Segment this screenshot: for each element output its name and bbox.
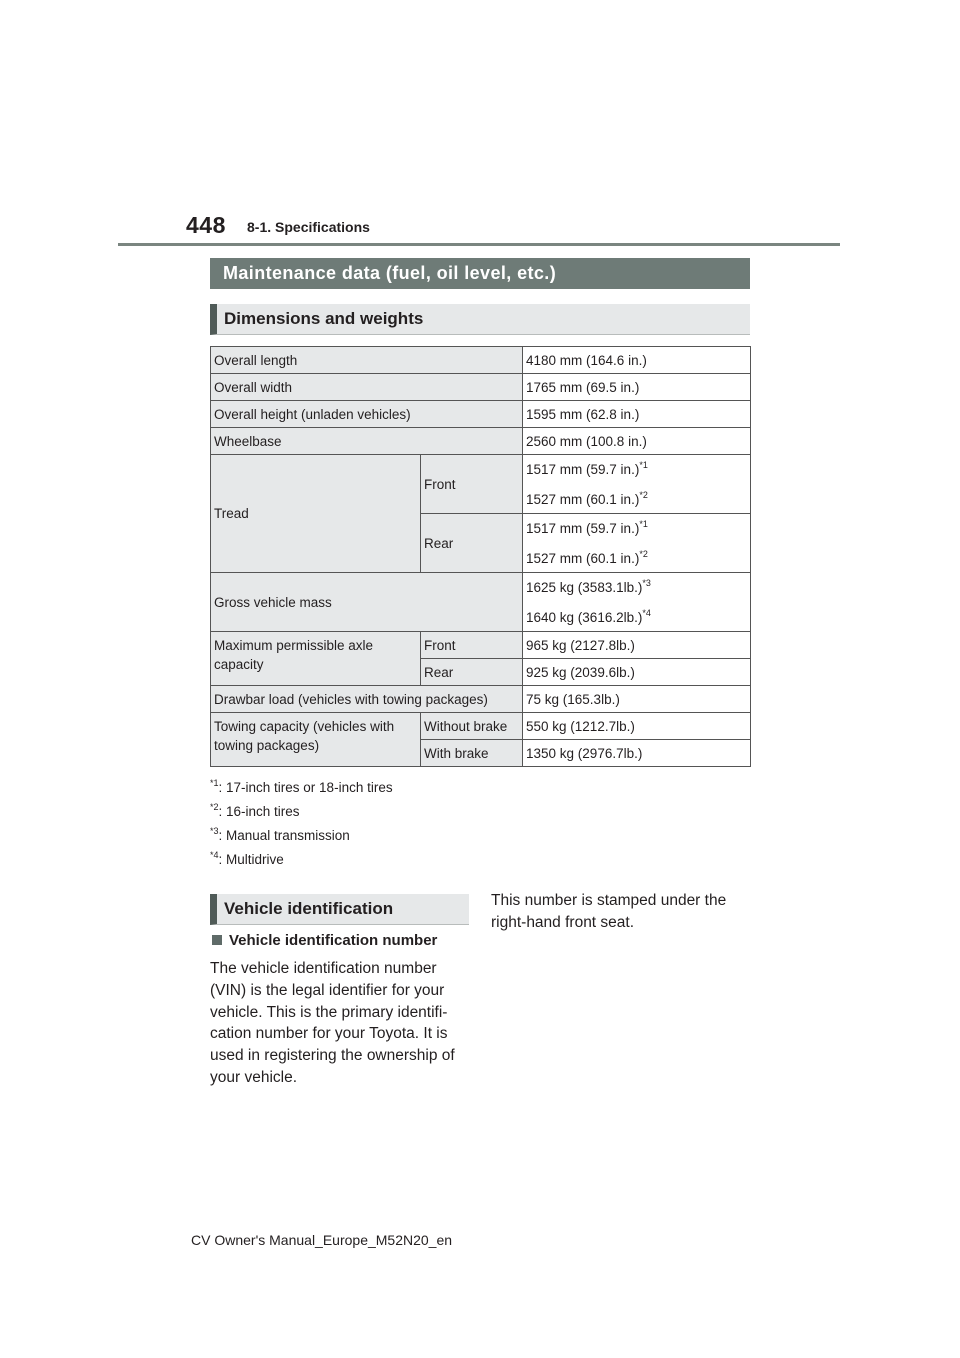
row-value-overall-height: 1595 mm (62.8 in.) — [523, 401, 751, 428]
vin-location-text: This number is stamped under the right-hand front seat. — [491, 892, 727, 931]
footnote-ref: *4 — [642, 607, 651, 618]
tread-front-value — [523, 455, 751, 514]
table-row — [211, 455, 751, 514]
row-label-drawbar: Drawbar load (vehicles with towing packages) — [211, 686, 523, 713]
footnote-mark: *4 — [210, 850, 219, 860]
tread-front-value-2: 1527 mm (60.1 in.) — [526, 491, 640, 507]
table-row — [211, 428, 751, 455]
towing-without-value: 550 kg (1212.7lb.) — [523, 713, 751, 740]
table-row — [211, 713, 751, 740]
tread-rear-value-2: 1527 mm (60.1 in.) — [526, 550, 640, 566]
footnote-text: : Multidrive — [218, 852, 284, 867]
footnote-ref: *2 — [639, 489, 648, 500]
row-value-overall-width: 1765 mm (69.5 in.) — [523, 374, 751, 401]
footnote — [210, 850, 393, 874]
footnote-ref: *2 — [639, 548, 648, 559]
section-title: 8-1. Specifications — [247, 219, 370, 235]
dimensions-heading: Dimensions and weights — [210, 304, 750, 335]
footnote-ref: *3 — [642, 577, 651, 588]
towing-with-label: With brake — [421, 740, 523, 767]
row-label-wheelbase: Wheelbase — [211, 428, 523, 455]
footnote-ref: *1 — [639, 459, 648, 470]
footnotes — [210, 778, 393, 874]
footnote — [210, 778, 393, 802]
footnote-ref: *1 — [639, 518, 648, 529]
header-divider — [118, 243, 840, 246]
vin-subheading — [212, 932, 437, 949]
tread-front-label: Front — [421, 455, 523, 514]
manual-footer: CV Owner's Manual_Europe_M52N20_en — [191, 1232, 453, 1248]
drawbar-value: 75 kg (165.3lb.) — [523, 686, 751, 713]
footnote — [210, 826, 393, 850]
gross-mass-value-2: 1640 kg (3616.2lb.) — [526, 609, 643, 625]
footnote — [210, 802, 393, 826]
page-number: 448 — [186, 212, 226, 238]
gross-mass-value-1: 1625 kg (3583.1lb.) — [526, 579, 643, 595]
vin-subheading-text: Vehicle identification number — [229, 932, 438, 949]
axle-front-value: 965 kg (2127.8lb.) — [523, 632, 751, 659]
row-label-axle-capacity: Maximum permissible axle capacity — [211, 632, 421, 686]
row-label-tread: Tread — [211, 455, 421, 573]
tread-front-value-1: 1517 mm (59.7 in.) — [526, 461, 640, 477]
footnote-mark: *2 — [210, 802, 219, 812]
row-label-overall-width: Overall width — [211, 374, 523, 401]
axle-rear-value: 925 kg (2039.6lb.) — [523, 659, 751, 686]
footnote-mark: *3 — [210, 826, 219, 836]
vin-description: The vehicle identification number (VIN) is the legal identifier for your vehicle. This is the primary identifi-cation number for your Toyota. It is used in registering the ownership of your vehicle. — [210, 960, 455, 1086]
row-label-overall-length: Overall length — [211, 347, 523, 374]
gross-mass-value — [523, 573, 751, 632]
footnote-text: : 17-inch tires or 18-inch tires — [218, 780, 393, 795]
tread-rear-value-1: 1517 mm (59.7 in.) — [526, 520, 640, 536]
axle-front-label: Front — [421, 632, 523, 659]
table-row — [211, 573, 751, 632]
axle-rear-label: Rear — [421, 659, 523, 686]
tread-rear-value — [523, 514, 751, 573]
tread-rear-label: Rear — [421, 514, 523, 573]
square-bullet-icon — [212, 935, 222, 945]
table-row — [211, 401, 751, 428]
row-label-overall-height: Overall height (unladen vehicles) — [211, 401, 523, 428]
main-heading: Maintenance data (fuel, oil level, etc.) — [210, 258, 750, 289]
towing-without-label: Without brake — [421, 713, 523, 740]
row-value-overall-length: 4180 mm (164.6 in.) — [523, 347, 751, 374]
row-label-towing: Towing capacity (vehicles with towing packages) — [211, 713, 421, 767]
footnote-mark: *1 — [210, 778, 219, 788]
row-value-wheelbase: 2560 mm (100.8 in.) — [523, 428, 751, 455]
towing-with-value: 1350 kg (2976.7lb.) — [523, 740, 751, 767]
table-row — [211, 686, 751, 713]
row-label-gross-mass: Gross vehicle mass — [211, 573, 523, 632]
footnote-text: : Manual transmission — [218, 828, 350, 843]
dimensions-table — [210, 346, 751, 767]
table-row — [211, 374, 751, 401]
footnote-text: : 16-inch tires — [218, 804, 300, 819]
table-row — [211, 632, 751, 659]
table-row — [211, 347, 751, 374]
vehicle-identification-heading: Vehicle identification — [210, 894, 469, 925]
